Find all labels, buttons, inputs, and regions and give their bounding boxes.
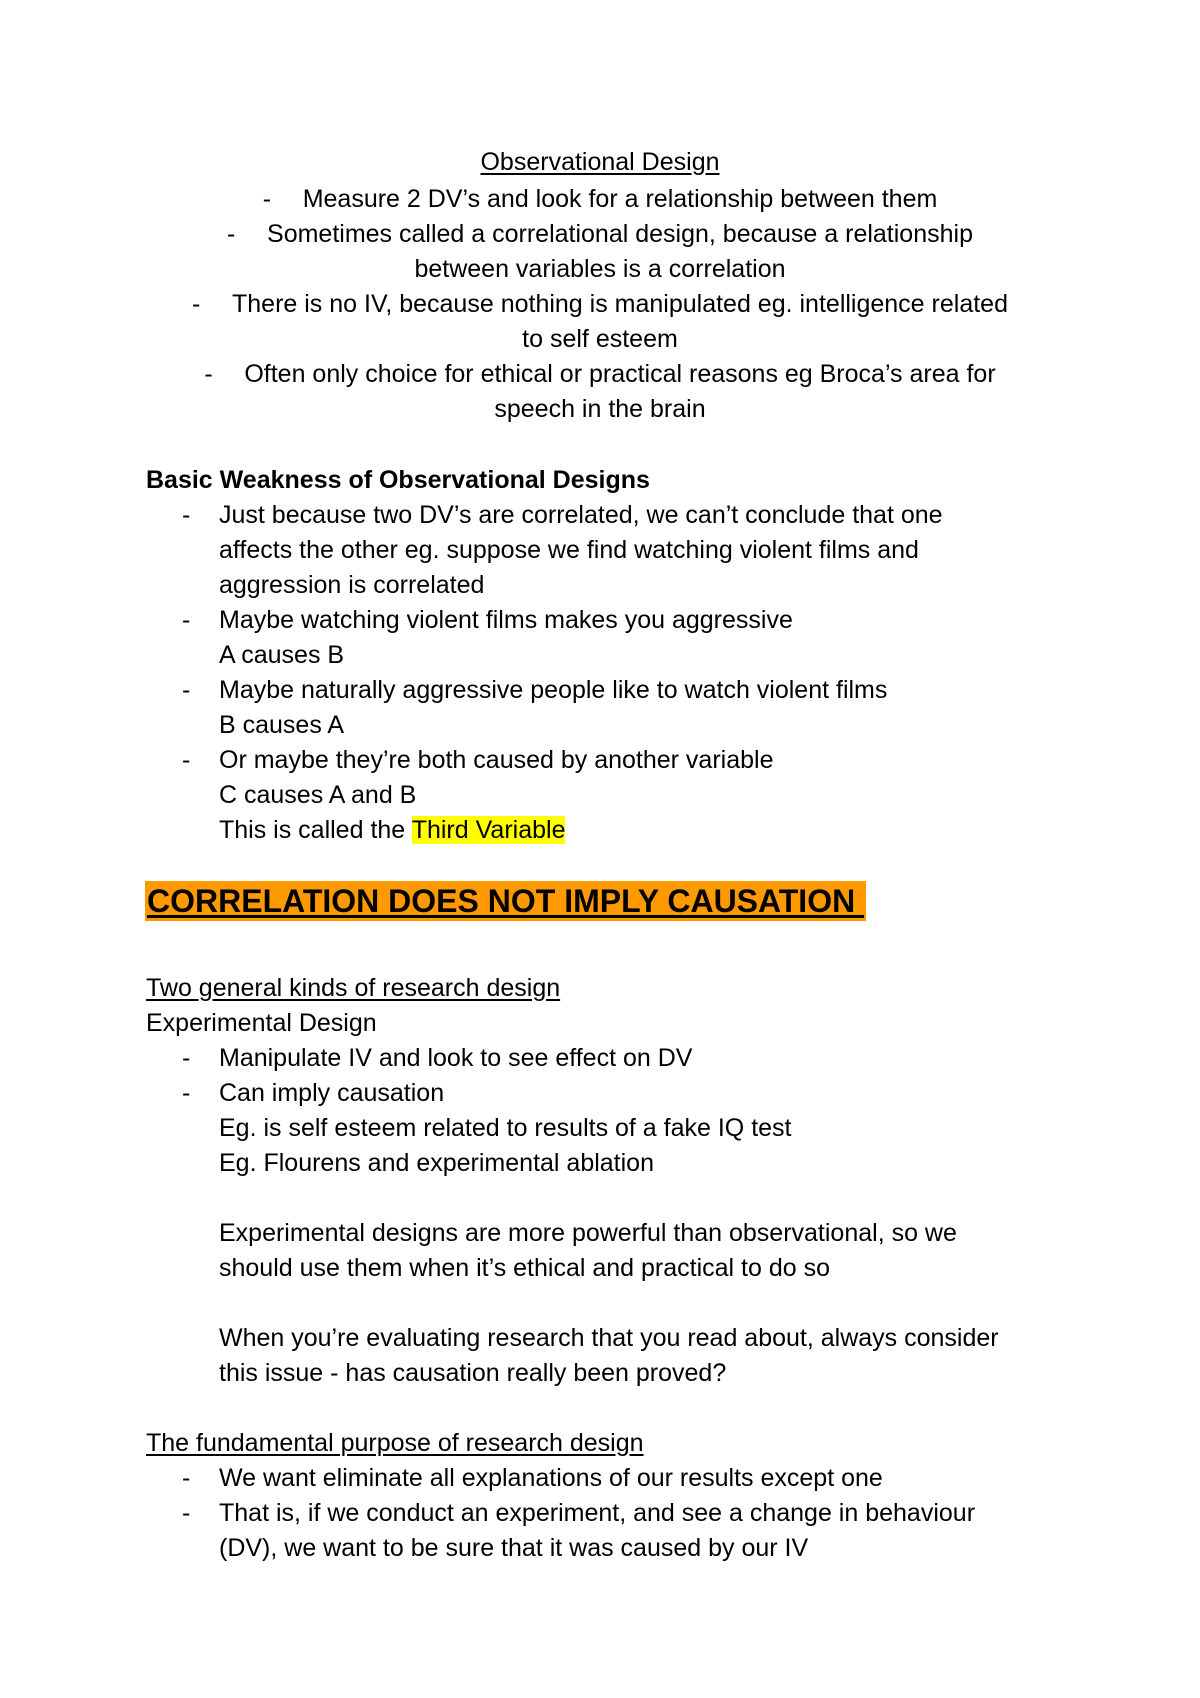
list-item-continuation: aggression is correlated (219, 571, 485, 599)
paragraph-line: this issue - has causation really been proved? (219, 1359, 727, 1387)
list-item-text: Maybe watching violent films makes you aggressive (219, 606, 793, 634)
list-item-continuation: speech in the brain (494, 395, 706, 423)
section-heading-basic-weakness: Basic Weakness of Observational Designs (146, 466, 650, 494)
list-item-text: Can imply causation (219, 1079, 445, 1107)
bullet-dash: - (182, 501, 191, 529)
list-item (0, 182, 1200, 217)
list-item (0, 357, 1200, 392)
list-item-text: Maybe naturally aggressive people like to watch violent films (219, 676, 888, 704)
list-item-text: There is no IV, because nothing is manipulated eg. intelligence related (232, 290, 1008, 318)
list-item-continuation: affects the other eg. suppose we find watching violent films and (219, 536, 919, 564)
subheading-experimental-design: Experimental Design (146, 1009, 377, 1037)
third-variable-highlight: Third Variable (411, 816, 566, 844)
list-item-text: Or maybe they’re both caused by another variable (219, 746, 774, 774)
list-item-text: Often only choice for ethical or practical reasons eg Broca’s area for (244, 360, 996, 388)
bullet-dash: - (182, 606, 191, 634)
list-item-continuation: between variables is a correlation (414, 255, 786, 283)
list-item-text: That is, if we conduct an experiment, and see a change in behaviour (219, 1499, 976, 1527)
paragraph-line: should use them when it’s ethical and practical to do so (219, 1254, 831, 1282)
bullet-dash: - (182, 1079, 191, 1107)
list-item-text: We want eliminate all explanations of our results except one (219, 1464, 883, 1492)
paragraph-line: When you’re evaluating research that you read about, always consider (219, 1324, 999, 1352)
bullet-dash: - (182, 676, 191, 704)
bullet-dash: - (262, 185, 272, 213)
bullet-dash: - (204, 360, 213, 388)
list-item-continuation: to self esteem (522, 325, 678, 353)
bullet-dash: - (182, 1044, 191, 1072)
list-item-continuation: A causes B (219, 641, 345, 669)
list-item (0, 217, 1200, 252)
bullet-dash: - (192, 290, 201, 318)
list-item-text: Measure 2 DV’s and look for a relationship between them (302, 185, 938, 213)
bullet-dash: - (182, 746, 191, 774)
bullet-dash: - (227, 220, 236, 248)
list-item-text: Manipulate IV and look to see effect on DV (219, 1044, 693, 1072)
list-item-continuation: Eg. Flourens and experimental ablation (219, 1149, 654, 1177)
list-item-text: Just because two DV’s are correlated, we can’t conclude that one (219, 501, 943, 529)
list-item (0, 287, 1200, 322)
section-heading-fundamental-purpose: The fundamental purpose of research design (146, 1429, 644, 1457)
correlation-causation-banner: CORRELATION DOES NOT IMPLY CAUSATION (147, 883, 865, 919)
list-item-text: Sometimes called a correlational design, because a relationship (267, 220, 973, 248)
section-heading-two-kinds: Two general kinds of research design (146, 974, 561, 1002)
list-item-continuation: C causes A and B (219, 781, 417, 809)
paragraph-line: Experimental designs are more powerful than observational, so we (219, 1219, 957, 1247)
list-item-continuation: (DV), we want to be sure that it was caused by our IV (219, 1534, 809, 1562)
third-variable-line (219, 813, 565, 848)
list-item-continuation: Eg. is self esteem related to results of a fake IQ test (219, 1114, 792, 1142)
list-item-continuation: B causes A (219, 711, 345, 739)
section-title-observational-design: Observational Design (480, 148, 720, 176)
bullet-dash: - (182, 1464, 191, 1492)
bullet-dash: - (182, 1499, 191, 1527)
third-variable-prefix: This is called the (219, 816, 412, 844)
